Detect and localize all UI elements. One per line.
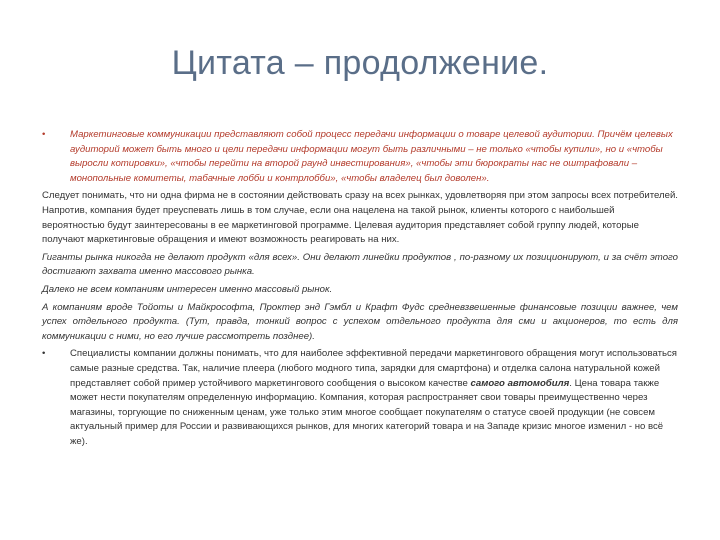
bullet-icon: • — [42, 129, 46, 140]
bullet-marketing-communications — [42, 128, 678, 186]
bullet-icon: • — [42, 348, 46, 360]
bullet-text — [70, 347, 678, 449]
bullet-text-end: . Цена товара также может нести покупателям определенную информацию. Компания, которая распространяет свои товары преимущественно через магазины, торгующие по сниженным ценам, уже только этим многое сообщает покупателям о статусе своей продукции (не совсем актуальный пример для России и развивающихся рынков, для многих категорий товара и на Западе кризис многое изменил - но всё же). — [70, 377, 664, 447]
bullet-text-start: Специалисты компании должны понимать, что для наиболее эффективной передачи маркетингового обращения могут использоваться самые разные средства. Так, наличие плеера (любого модного типа, зарядки для смартфона) и отделка салона натуральной кожей представляет собой пример устойчивого маркетингового сообщения о высоком качестве — [70, 348, 677, 389]
bullet-text: Маркетинговые коммуникации представляют собой процесс передачи информации о товаре целевой аудитории. Причём целевых аудиторий может быть много и цели передачи информации могут быть различными – не только «чтобы купили», но и «чтобы выросли котировки», «чтобы перейти на второй раунд инвестирования», «чтобы эти бюрократы нас не оштрафовали – монопольные комитеты, табачные лобби и контрлобби», «чтобы владелец был доволен». — [70, 129, 673, 184]
slide-title: Цитата – продолжение. — [171, 44, 549, 82]
paragraph-market-giants: Гиганты рынка никогда не делают продукт «для всех». Они делают линейки продуктов , по-разному их позиционируют, и за счёт этого достигают захвата именно массового рынка. — [42, 251, 678, 278]
paragraph-mass-market: Далеко не всем компаниям интересен именно массовый рынок. — [42, 283, 333, 295]
paragraph-target-audience: Следует понимать, что ни одна фирма не в состоянии действовать сразу на всех рынках, удовлетворяя при этом запросы всех потребителей. Напротив, компания будет преуспевать лишь в том случае, если она нацелена на такой рынок, клиенты которого с наибольшей вероятностью будут заинтересованы в ее маркетинговой программе. Целевая аудитория представляет собой группу людей, которые получают маркетинговые обращения и имеют возможность реагировать на них. — [42, 190, 678, 246]
bullet-text-emphasis: самого автомобиля — [470, 377, 570, 389]
slide-content — [42, 128, 678, 452]
bullet-company-specialists — [42, 347, 678, 449]
paragraph-companies-finance: А компаниям вроде Тойоты и Майкрософта, Проктер энд Гэмбл и Крафт Фудс средневзвешенные финансовые позиции важнее, чем успех отдельного продукта. (Тут, правда, тонкий вопрос с успехом отдельного продукта для сми и акционеров, то есть для коммуникации с ними, но его лучше рассмотреть позднее). — [42, 301, 678, 342]
